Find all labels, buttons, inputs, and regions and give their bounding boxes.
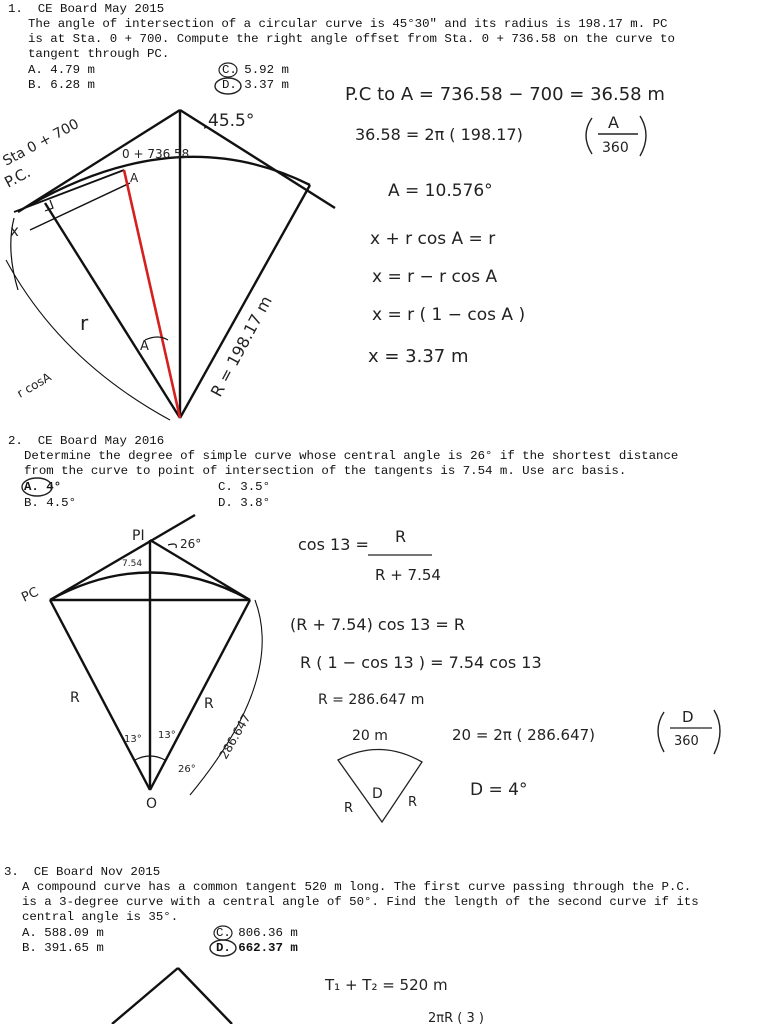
p1-eq-6: x = r ( 1 − cos A ) — [372, 305, 526, 325]
pc-label: PC — [19, 584, 42, 606]
r-right-label: R — [204, 696, 214, 712]
problem-1-choice-b: B. 6.28 m — [28, 78, 95, 92]
problem-1-line-3: tangent through PC. — [28, 47, 170, 61]
problem-1-choice-c: C. 5.92 m — [222, 63, 289, 77]
problem-1-line-1: The angle of intersection of a circular curve is 45°30" and its radius is 198.17 m. PC — [28, 17, 668, 31]
problem-2-choice-c: C. 3.5° — [218, 480, 271, 494]
problem-2-line-1: Determine the degree of simple curve whose central angle is 26° if the shortest distance — [24, 449, 679, 463]
radius-left — [50, 600, 150, 790]
p1-eq-1: P.C to A = 736.58 − 700 = 36.58 m — [345, 84, 665, 105]
p2-eq-4: R = 286.647 m — [318, 692, 425, 708]
radius-line-right — [180, 185, 310, 418]
answer-circle-2a — [22, 478, 52, 496]
arc-length-label: 20 m — [352, 728, 388, 744]
angle-label: 45.5° — [208, 111, 255, 131]
angle-a-label: A — [140, 339, 149, 354]
problem-3-choice-d: D. 662.37 m — [216, 941, 298, 955]
problem-3-choice-a: A. 588.09 m — [22, 926, 104, 940]
problem-3-heading: 3. CE Board Nov 2015 — [4, 865, 161, 879]
problem-1-choice-d: D. 3.37 m — [222, 78, 289, 92]
angle-26-label: 26° — [180, 537, 202, 551]
p1-eq-2-num: A — [608, 113, 619, 132]
center-o-label: O — [146, 796, 158, 812]
distance-label: 7.54 — [122, 559, 143, 569]
problem-3-line-2: is a 3-degree curve with a central angle of 50°. Find the length of the second curve if its — [22, 895, 699, 909]
p2-eq-5-num: D — [682, 708, 694, 726]
sector-r-left: R — [344, 801, 354, 816]
radius-value-label: R = 198.17 m — [206, 292, 276, 400]
p3-tangent-2 — [178, 968, 232, 1024]
answer-circle-3c — [214, 926, 232, 940]
sector-d-label: D — [372, 786, 383, 802]
point-a-label: A — [130, 171, 139, 185]
problem-3-line-1: A compound curve has a common tangent 520 m long. The first curve passing through the P.C. — [22, 880, 692, 894]
answer-circle-3d — [210, 940, 236, 956]
rcosa-label: r cosA — [14, 369, 54, 401]
problem-1-line-2: is at Sta. 0 + 700. Compute the right angle offset from Sta. 0 + 736.58 on the curve to — [28, 32, 675, 46]
problem-2-choice-d: D. 3.8° — [218, 496, 271, 510]
problem-1-choice-a: A. 4.79 m — [28, 63, 95, 77]
paren-left — [586, 118, 592, 154]
pc-label: P.C. — [1, 163, 34, 192]
angle-13-left: 13° — [124, 734, 142, 745]
problem-2-choice-a: A. 4° — [24, 480, 62, 494]
p2-eq-1-den: R + 7.54 — [375, 566, 441, 584]
answer-circle-1d — [215, 78, 241, 94]
p2-eq-1-num: R — [395, 527, 407, 546]
problem-2-choice-b: B. 4.5° — [24, 496, 77, 510]
p1-eq-5: x = r − r cos A — [372, 267, 498, 287]
problem-3-choice-c: C. 806.36 m — [216, 926, 298, 940]
p1-eq-4: x + r cos A = r — [370, 229, 496, 249]
pi-label: PI — [132, 528, 145, 544]
p1-eq-2: 36.58 = 2π ( 198.17) — [355, 125, 523, 144]
p3-eq-2: 2πR ( 3 ) — [428, 1011, 484, 1024]
paren-right — [640, 116, 646, 156]
tangent-line-1 — [50, 515, 195, 600]
problem-2-line-2: from the curve to point of intersection of the tangents is 7.54 m. Use arc basis. — [24, 464, 627, 478]
p1-eq-3: A = 10.576° — [388, 181, 493, 201]
angle-26-center: 26° — [178, 764, 196, 775]
r-dimension — [190, 600, 262, 795]
angle-mark — [168, 544, 176, 548]
p3-eq-1: T₁ + T₂ = 520 m — [325, 976, 448, 994]
radius-to-point-a — [124, 170, 180, 418]
problem-1-heading: 1. CE Board May 2015 — [8, 2, 165, 16]
r-value-label: 286.647 — [216, 711, 254, 762]
problem-3-line-3: central angle is 35°. — [22, 910, 179, 924]
p1-eq-2-den: 360 — [602, 140, 629, 156]
sector-r-right: R — [408, 795, 418, 810]
p2-eq-1: cos 13 = — [298, 535, 369, 554]
p1-eq-7: x = 3.37 m — [368, 346, 469, 367]
x-label: x — [10, 222, 19, 240]
angle-13-right: 13° — [158, 730, 176, 741]
p2-eq-2: (R + 7.54) cos 13 = R — [290, 615, 465, 634]
radius-line-left — [45, 203, 180, 418]
p2-eq-6: D = 4° — [470, 780, 528, 800]
sta-2-label: 0 + 736.58 — [122, 147, 190, 161]
problem-3-choice-b: B. 391.65 m — [22, 941, 104, 955]
p2-eq-5-den: 360 — [674, 734, 699, 749]
curve-arc — [30, 157, 310, 205]
r-left-label: R — [70, 690, 80, 706]
tangent-line-1 — [18, 110, 180, 212]
r-label: r — [80, 311, 89, 335]
p2-eq-5: 20 = 2π ( 286.647) — [452, 726, 596, 744]
radius-right — [150, 600, 250, 790]
answer-circle-1c — [219, 63, 237, 77]
paren-right-2 — [714, 710, 720, 754]
offset-line-2 — [30, 183, 130, 230]
sta-label: Sta 0 + 700 — [0, 116, 82, 170]
paren-left-2 — [658, 712, 664, 752]
p2-eq-3: R ( 1 − cos 13 ) = 7.54 cos 13 — [300, 653, 542, 672]
p3-tangent-1 — [112, 968, 178, 1024]
problem-2-heading: 2. CE Board May 2016 — [8, 434, 165, 448]
